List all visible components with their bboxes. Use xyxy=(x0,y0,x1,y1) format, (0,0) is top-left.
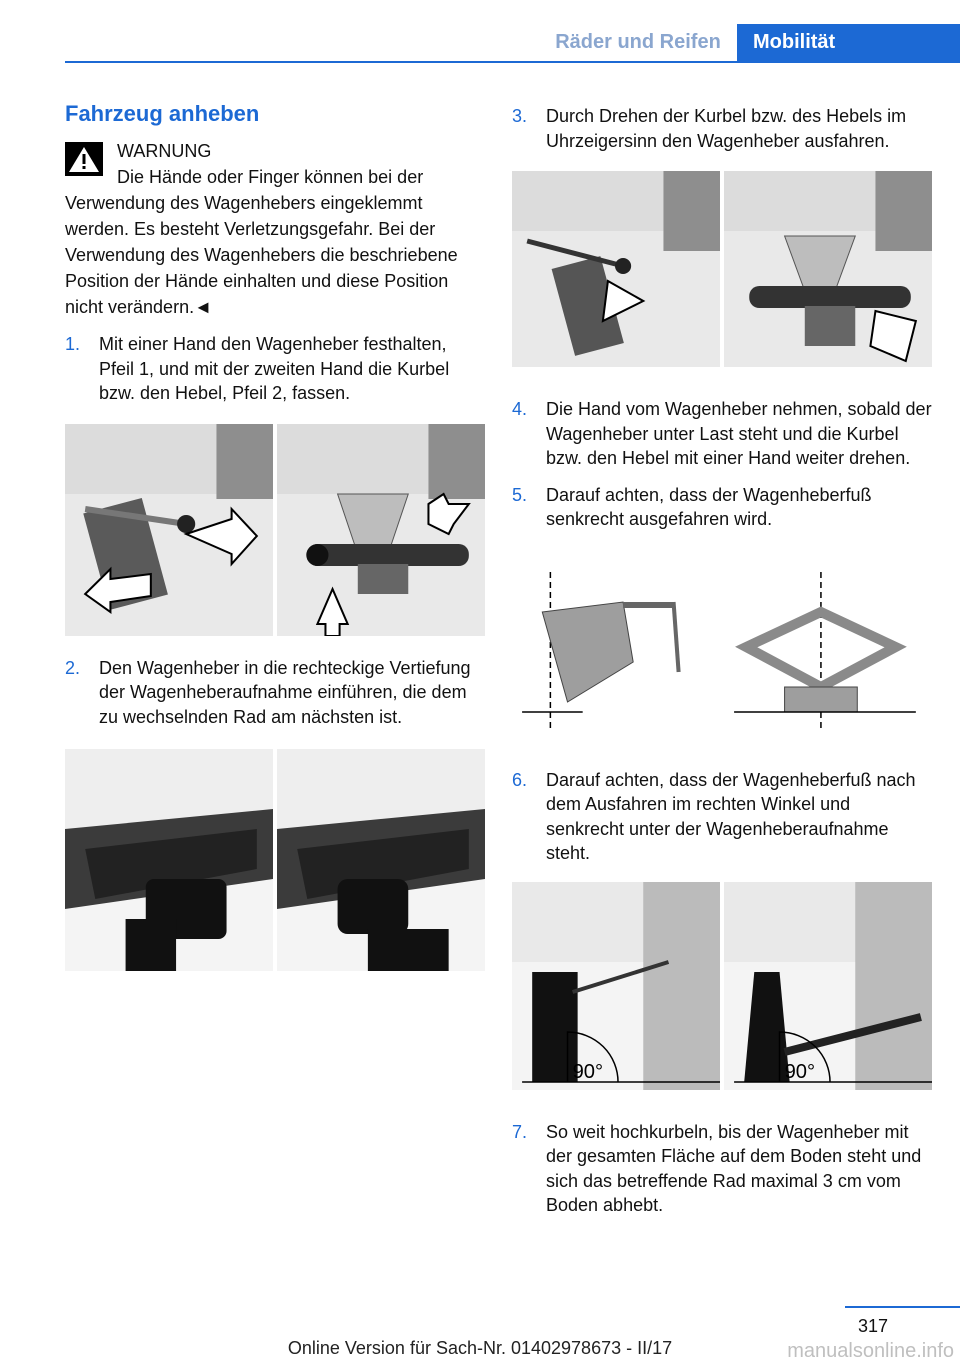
step-5 xyxy=(512,483,932,532)
step-2 xyxy=(65,656,485,730)
page-number: 317 xyxy=(858,1316,889,1336)
step-text: So weit hochkurbeln, bis der Wagenheber mit der gesamten Fläche auf dem Boden steht und sich das betreffende Rad maximal 3 cm vom Boden abhebt. xyxy=(546,1121,922,1215)
section-title: Fahrzeug anheben xyxy=(65,101,260,126)
step-number: 4. xyxy=(512,399,528,419)
step-number: 6. xyxy=(512,769,528,790)
warning-label: WARNUNG xyxy=(117,141,212,161)
image-panel-crank-left xyxy=(512,171,720,367)
figure-crank-rotation xyxy=(512,171,932,367)
step-7 xyxy=(512,1120,932,1218)
step-text: Mit einer Hand den Wagenheber festhalten, Pfeil 1, und mit der zweiten Hand die Kurbel bzw. den Hebel, Pfeil 2, fassen. xyxy=(99,334,450,403)
watermark: manualsonline.info xyxy=(787,1340,954,1362)
step-number: 3. xyxy=(512,106,528,126)
image-panel-crank-right xyxy=(724,171,932,367)
image-panel-angle-left xyxy=(512,882,720,1090)
step-text: Die Hand vom Wagenheber nehmen, sobald der Wagenheber unter Last steht und die Kurbel bzw. den Hebel mit einer Hand weiter drehen. xyxy=(546,399,932,468)
step-4 xyxy=(512,397,932,471)
step-number: 1. xyxy=(65,334,81,354)
step-text: Den Wagenheber in die rechteckige Vertiefung der Wagenheberaufnahme einführen, die dem zu wechselnden Rad am nächsten ist. xyxy=(99,657,471,727)
header-rule xyxy=(65,61,960,63)
step-text: Darauf achten, dass der Wagenheberfuß senkrecht ausgefahren wird. xyxy=(546,484,872,529)
image-panel-jack-front xyxy=(724,572,932,732)
image-panel-jack-hand-right xyxy=(277,424,485,636)
image-panel-jack-hand-left xyxy=(65,424,273,636)
step-text: Durch Drehen der Kurbel bzw. des Hebels im Uhrzeigersinn den Wagenheber ausfahren. xyxy=(546,106,907,151)
left-column xyxy=(65,100,485,971)
step-text: Darauf achten, dass der Wagenheberfuß nach dem Ausfahren im rechten Winkel und senkrecht unter der Wagenheberaufnahme steht. xyxy=(546,769,916,863)
step-number: 7. xyxy=(512,1121,528,1142)
step-3 xyxy=(512,104,932,153)
right-column xyxy=(512,104,932,1218)
image-panel-angle-right xyxy=(724,882,932,1090)
warning-text: Die Hände oder Finger können bei der Verwendung des Wagenhebers eingeklemmt werden. Es besteht Verletzungsgefahr. Bei der Verwendung des Wagenhebers die beschriebene Position der Hände einhalten und diese Position nicht verändern.◄ xyxy=(65,167,458,317)
tab-raeder-und-reifen[interactable]: Räder und Reifen xyxy=(555,31,721,53)
step-number: 2. xyxy=(65,657,81,678)
figure-right-angle xyxy=(512,882,932,1090)
tab-mobilitaet[interactable]: Mobilität xyxy=(737,24,960,61)
step-6 xyxy=(512,768,932,866)
image-panel-jack-side xyxy=(512,572,720,732)
image-panel-jack-seat-right xyxy=(277,749,485,971)
angle-label: 90° xyxy=(572,1060,604,1083)
warning-triangle-icon xyxy=(65,142,103,176)
image-panel-jack-seat-left xyxy=(65,749,273,971)
step-number: 5. xyxy=(512,484,528,505)
figure-jack-vertical xyxy=(512,572,932,732)
figure-jack-seat xyxy=(65,749,485,971)
angle-label: 90° xyxy=(784,1060,816,1083)
footer-text: Online Version für Sach-Nr. 01402978673 - II/17 xyxy=(287,1338,673,1358)
figure-hand-position xyxy=(65,424,485,636)
footer-rule xyxy=(845,1306,960,1308)
step-1 xyxy=(65,332,485,406)
warning-box xyxy=(65,138,485,320)
